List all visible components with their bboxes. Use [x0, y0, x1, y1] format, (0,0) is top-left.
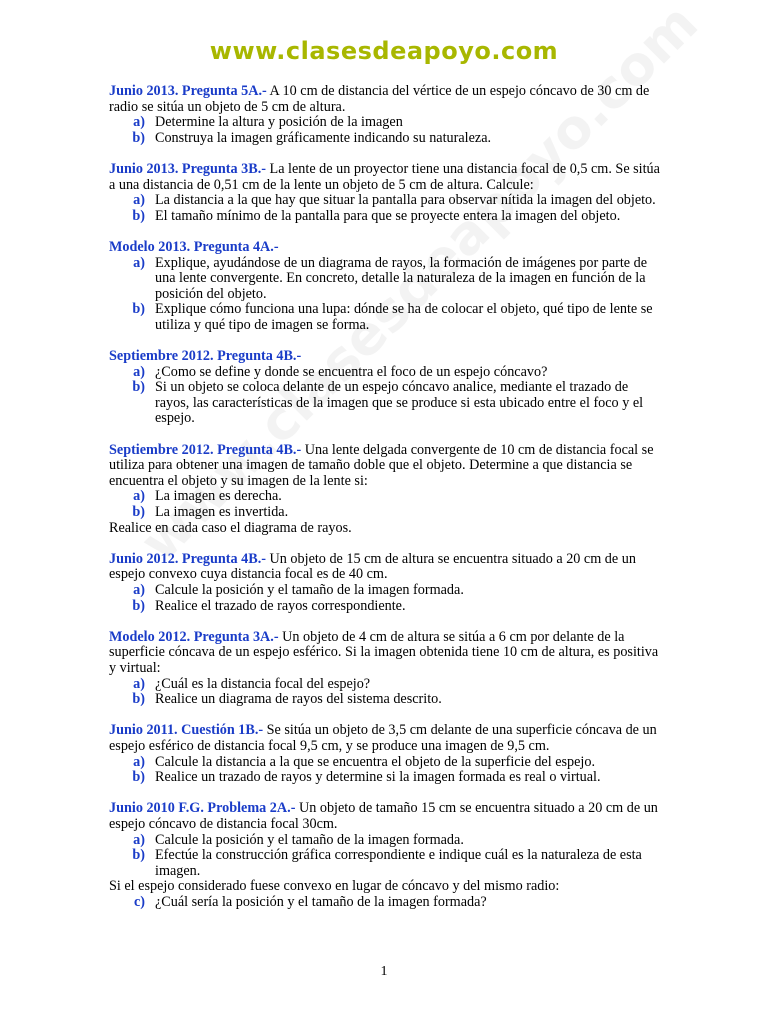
item-text: Realice el trazado de rayos correspondiente.: [155, 597, 406, 614]
item-label: a): [133, 582, 145, 598]
problem-list: [109, 84, 661, 926]
item-text: Calcule la posición y el tamaño de la imagen formada.: [155, 831, 464, 848]
item-label: b): [132, 504, 145, 521]
problem-statement: [109, 630, 661, 677]
item-text: El tamaño mínimo de la pantalla para que se proyecte entera la imagen del objeto.: [155, 207, 621, 224]
problem-title: Junio 2012. Pregunta 4B.-: [109, 550, 266, 567]
problem-title: Junio 2010 F.G. Problema 2A.-: [109, 800, 296, 817]
item-label: b): [132, 769, 145, 786]
item-text: Calcule la distancia a la que se encuentra el objeto de la superficie del espejo.: [155, 753, 596, 770]
item-text: Calcule la posición y el tamaño de la imagen formada.: [155, 582, 464, 598]
question-item: [109, 380, 661, 427]
question-item: [109, 209, 661, 225]
item-text: La imagen es invertida.: [155, 504, 289, 521]
item-label: b): [132, 301, 145, 318]
question-item: [109, 833, 661, 849]
question-item: [109, 365, 661, 381]
item-text: Realice un trazado de rayos y determine si la imagen formada es real o virtual.: [155, 769, 601, 786]
item-label: a): [133, 488, 145, 505]
question-item: [109, 755, 661, 771]
problem-block: [109, 162, 661, 224]
question-item: [109, 677, 661, 693]
item-label: a): [133, 363, 145, 380]
problem-text: Un objeto de 4 cm de altura se sitúa a 6 cm por delante de la superficie cóncava de un espejo esférico. Si la imagen obtenida tiene 10 cm de altura, es positiva y virtual:: [109, 628, 659, 676]
item-text: Realice un diagrama de rayos del sistema descrito.: [155, 691, 442, 708]
problem-title: Junio 2013. Pregunta 5A.-: [109, 83, 267, 99]
problem-text: A 10 cm de distancia del vértice de un espejo cóncavo de 30 cm de radio se sitúa un objeto de 5 cm de altura.: [109, 83, 650, 115]
page-number: 1: [380, 964, 388, 979]
item-label: b): [132, 597, 145, 614]
problem-title: Septiembre 2012. Pregunta 4B.-: [109, 348, 302, 365]
item-text: Efectúe la construcción gráfica correspondiente e indique cuál es la naturaleza de esta imagen.: [155, 847, 642, 879]
problem-statement: [109, 801, 661, 832]
problem-block: [109, 552, 661, 614]
item-label: a): [133, 254, 145, 271]
item-label: a): [133, 675, 145, 692]
problem-text: Un objeto de 15 cm de altura se encuentra situado a 20 cm de un espejo convexo cuya distancia focal es de 40 cm.: [109, 550, 636, 583]
question-item: [109, 302, 661, 333]
problem-title: Junio 2013. Pregunta 3B.-: [109, 160, 266, 177]
item-text: ¿Cuál sería la posición y el tamaño de la imagen formada?: [155, 893, 487, 910]
problem-title: Septiembre 2012. Pregunta 4B.-: [109, 441, 302, 458]
item-text: ¿Como se define y donde se encuentra el foco de un espejo cóncavo?: [155, 363, 548, 380]
question-item: [109, 770, 661, 786]
problem-text: Una lente delgada convergente de 10 cm de distancia focal se utiliza para obtener una imagen de tamaño doble que el objeto. Determine a que distancia se encuentra el objeto y su imagen de la lente si:: [109, 441, 654, 489]
problem-statement: [109, 723, 661, 754]
item-text: ¿Cuál es la distancia focal del espejo?: [155, 675, 371, 692]
problem-title: Modelo 2013. Pregunta 4A.-: [109, 238, 279, 255]
question-item: [109, 131, 661, 147]
problem-statement: [109, 349, 661, 365]
problem-statement: [109, 552, 661, 583]
problem-block: [109, 801, 661, 910]
problem-block: [109, 349, 661, 427]
item-label: b): [132, 691, 145, 708]
problem-statement: [109, 240, 661, 256]
problem-statement: [109, 162, 661, 193]
item-label: b): [132, 129, 145, 146]
item-label: b): [132, 207, 145, 224]
question-item: [109, 193, 661, 209]
item-text: La imagen es derecha.: [155, 488, 282, 505]
problem-block: [109, 630, 661, 708]
question-item: [109, 505, 661, 521]
problem-note: Si el espejo considerado fuese convexo en lugar de cóncavo y del mismo radio:: [109, 878, 560, 895]
item-label: b): [132, 379, 145, 396]
item-label: c): [133, 893, 145, 910]
problem-statement: [109, 443, 661, 490]
question-item: [109, 115, 661, 131]
item-text: Si un objeto se coloca delante de un espejo cóncavo analice, mediante el trazado de rayos, las características de la imagen que se produce si esta ubicado entre el foco y el espejo.: [155, 379, 644, 427]
problem-text: Se sitúa un objeto de 3,5 cm delante de una superficie cóncava de un espejo esférico de distancia focal 9,5 cm, y se produce una imagen de 9,5 cm.: [109, 722, 657, 754]
problem-block: [109, 84, 661, 146]
problem-title: Junio 2011. Cuestión 1B.-: [109, 722, 264, 739]
question-item: [109, 583, 661, 599]
question-item: [109, 489, 661, 505]
item-label: a): [133, 831, 145, 848]
item-text: La distancia a la que hay que situar la pantalla para observar nítida la imagen del objeto.: [155, 192, 656, 209]
item-label: a): [133, 753, 145, 770]
problem-block: [109, 723, 661, 785]
item-text: Explique cómo funciona una lupa: dónde se ha de colocar el objeto, qué tipo de lente se utiliza y qué tipo de imagen se forma.: [155, 301, 653, 333]
item-label: a): [133, 114, 145, 131]
problem-title: Modelo 2012. Pregunta 3A.-: [109, 628, 279, 645]
item-text: Construya la imagen gráficamente indicando su naturaleza.: [155, 129, 492, 146]
item-text: Explique, ayudándose de un diagrama de rayos, la formación de imágenes por parte de una lente convergente. En concreto, detalle la naturaleza de la imagen en función de la posición del objeto.: [155, 254, 648, 302]
problem-note: Realice en cada caso el diagrama de rayos.: [109, 519, 352, 536]
item-label: b): [132, 847, 145, 864]
question-item: [109, 895, 661, 911]
problem-block: [109, 443, 661, 537]
item-label: a): [133, 192, 145, 209]
problem-text: Un objeto de tamaño 15 cm se encuentra situado a 20 cm de un espejo cóncavo de distancia focal 30cm.: [109, 800, 658, 832]
question-item: [109, 599, 661, 615]
item-text: Determine la altura y posición de la imagen: [155, 114, 403, 131]
question-item: [109, 692, 661, 708]
question-item: [109, 256, 661, 303]
problem-statement: [109, 84, 661, 115]
question-item: [109, 848, 661, 879]
problem-block: [109, 240, 661, 334]
site-header: www.clasesdeapoyo.com: [209, 37, 559, 65]
problem-text: La lente de un proyector tiene una distancia focal de 0,5 cm. Se sitúa a una distancia de 0,51 cm de la lente un objeto de 5 cm de altura. Calcule:: [109, 160, 660, 193]
